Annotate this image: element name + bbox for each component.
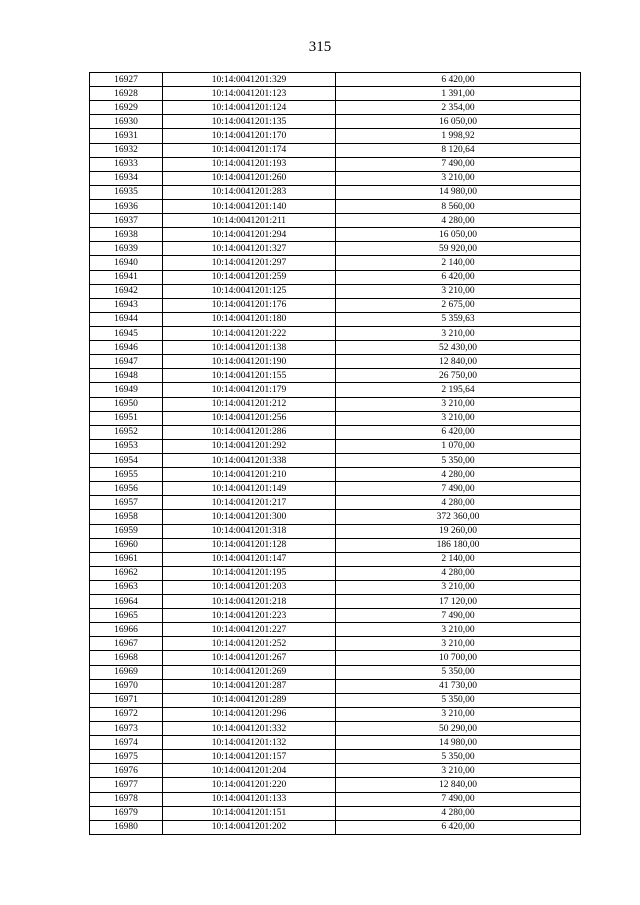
- cadastral-number-cell: 10:14:0041201:269: [163, 665, 336, 679]
- row-number-cell: 16949: [90, 383, 163, 397]
- table-row: [90, 538, 581, 552]
- cadastral-number-cell: 10:14:0041201:292: [163, 439, 336, 453]
- table-row: [90, 326, 581, 340]
- row-number-cell: 16961: [90, 552, 163, 566]
- cadastral-number-cell: 10:14:0041201:300: [163, 510, 336, 524]
- value-cell: 1 391,00: [336, 87, 581, 101]
- table-row: [90, 87, 581, 101]
- row-number-cell: 16977: [90, 778, 163, 792]
- cadastral-number-cell: 10:14:0041201:220: [163, 778, 336, 792]
- row-number-cell: 16955: [90, 468, 163, 482]
- table-row: [90, 566, 581, 580]
- row-number-cell: 16931: [90, 129, 163, 143]
- value-cell: 8 120,64: [336, 143, 581, 157]
- row-number-cell: 16927: [90, 73, 163, 87]
- cadastral-number-cell: 10:14:0041201:287: [163, 679, 336, 693]
- row-number-cell: 16953: [90, 439, 163, 453]
- cadastral-number-cell: 10:14:0041201:256: [163, 411, 336, 425]
- table-row: [90, 707, 581, 721]
- value-cell: 4 280,00: [336, 566, 581, 580]
- table-row: [90, 439, 581, 453]
- row-number-cell: 16945: [90, 326, 163, 340]
- table-row: [90, 552, 581, 566]
- table-row: [90, 736, 581, 750]
- table-row: [90, 143, 581, 157]
- table-row: [90, 764, 581, 778]
- cadastral-number-cell: 10:14:0041201:202: [163, 820, 336, 834]
- row-number-cell: 16935: [90, 185, 163, 199]
- cadastral-number-cell: 10:14:0041201:318: [163, 524, 336, 538]
- table-row: [90, 298, 581, 312]
- cadastral-number-cell: 10:14:0041201:327: [163, 242, 336, 256]
- table-row: [90, 129, 581, 143]
- row-number-cell: 16934: [90, 171, 163, 185]
- cadastral-number-cell: 10:14:0041201:294: [163, 228, 336, 242]
- value-cell: 2 140,00: [336, 552, 581, 566]
- value-cell: 12 840,00: [336, 778, 581, 792]
- table-row: [90, 623, 581, 637]
- value-cell: 16 050,00: [336, 115, 581, 129]
- table-row: [90, 510, 581, 524]
- table-row: [90, 453, 581, 467]
- value-cell: 5 350,00: [336, 665, 581, 679]
- table-row: [90, 665, 581, 679]
- table-row: [90, 101, 581, 115]
- table-body: [90, 73, 581, 835]
- row-number-cell: 16930: [90, 115, 163, 129]
- row-number-cell: 16960: [90, 538, 163, 552]
- value-cell: 1 998,92: [336, 129, 581, 143]
- table-row: [90, 637, 581, 651]
- row-number-cell: 16964: [90, 595, 163, 609]
- cadastral-number-cell: 10:14:0041201:123: [163, 87, 336, 101]
- row-number-cell: 16944: [90, 312, 163, 326]
- table-row: [90, 425, 581, 439]
- table-row: [90, 185, 581, 199]
- table-row: [90, 792, 581, 806]
- value-cell: 2 140,00: [336, 256, 581, 270]
- value-cell: 4 280,00: [336, 496, 581, 510]
- table-row: [90, 820, 581, 834]
- row-number-cell: 16958: [90, 510, 163, 524]
- value-cell: 12 840,00: [336, 355, 581, 369]
- value-cell: 41 730,00: [336, 679, 581, 693]
- row-number-cell: 16969: [90, 665, 163, 679]
- cadastral-number-cell: 10:14:0041201:260: [163, 171, 336, 185]
- row-number-cell: 16946: [90, 341, 163, 355]
- value-cell: 2 195,64: [336, 383, 581, 397]
- value-cell: 3 210,00: [336, 580, 581, 594]
- row-number-cell: 16965: [90, 609, 163, 623]
- value-cell: 5 359,63: [336, 312, 581, 326]
- value-cell: 14 980,00: [336, 736, 581, 750]
- value-cell: 3 210,00: [336, 326, 581, 340]
- cadastral-number-cell: 10:14:0041201:267: [163, 651, 336, 665]
- row-number-cell: 16952: [90, 425, 163, 439]
- table-row: [90, 679, 581, 693]
- table-row: [90, 214, 581, 228]
- cadastral-number-cell: 10:14:0041201:259: [163, 270, 336, 284]
- row-number-cell: 16933: [90, 157, 163, 171]
- cadastral-number-cell: 10:14:0041201:157: [163, 750, 336, 764]
- row-number-cell: 16976: [90, 764, 163, 778]
- cadastral-value-table: [89, 72, 581, 835]
- cadastral-number-cell: 10:14:0041201:128: [163, 538, 336, 552]
- cadastral-number-cell: 10:14:0041201:151: [163, 806, 336, 820]
- row-number-cell: 16966: [90, 623, 163, 637]
- cadastral-number-cell: 10:14:0041201:227: [163, 623, 336, 637]
- value-cell: 2 354,00: [336, 101, 581, 115]
- cadastral-number-cell: 10:14:0041201:297: [163, 256, 336, 270]
- value-cell: 26 750,00: [336, 369, 581, 383]
- cadastral-number-cell: 10:14:0041201:170: [163, 129, 336, 143]
- value-cell: 16 050,00: [336, 228, 581, 242]
- table-row: [90, 383, 581, 397]
- value-cell: 52 430,00: [336, 341, 581, 355]
- cadastral-number-cell: 10:14:0041201:296: [163, 707, 336, 721]
- value-cell: 6 420,00: [336, 270, 581, 284]
- table-row: [90, 468, 581, 482]
- cadastral-number-cell: 10:14:0041201:203: [163, 580, 336, 594]
- cadastral-number-cell: 10:14:0041201:190: [163, 355, 336, 369]
- value-cell: 3 210,00: [336, 764, 581, 778]
- table-row: [90, 397, 581, 411]
- cadastral-number-cell: 10:14:0041201:125: [163, 284, 336, 298]
- table-row: [90, 609, 581, 623]
- value-cell: 5 350,00: [336, 693, 581, 707]
- value-cell: 7 490,00: [336, 482, 581, 496]
- value-cell: 6 420,00: [336, 73, 581, 87]
- table-row: [90, 580, 581, 594]
- cadastral-number-cell: 10:14:0041201:155: [163, 369, 336, 383]
- table-row: [90, 270, 581, 284]
- table-row: [90, 256, 581, 270]
- value-cell: 5 350,00: [336, 453, 581, 467]
- value-cell: 19 260,00: [336, 524, 581, 538]
- value-cell: 6 420,00: [336, 820, 581, 834]
- row-number-cell: 16970: [90, 679, 163, 693]
- cadastral-number-cell: 10:14:0041201:133: [163, 792, 336, 806]
- value-cell: 5 350,00: [336, 750, 581, 764]
- table-row: [90, 778, 581, 792]
- row-number-cell: 16978: [90, 792, 163, 806]
- value-cell: 3 210,00: [336, 397, 581, 411]
- row-number-cell: 16929: [90, 101, 163, 115]
- table-row: [90, 115, 581, 129]
- value-cell: 50 290,00: [336, 722, 581, 736]
- cadastral-number-cell: 10:14:0041201:211: [163, 214, 336, 228]
- value-cell: 3 210,00: [336, 284, 581, 298]
- row-number-cell: 16971: [90, 693, 163, 707]
- row-number-cell: 16962: [90, 566, 163, 580]
- table-row: [90, 369, 581, 383]
- table-row: [90, 496, 581, 510]
- table-row: [90, 73, 581, 87]
- value-cell: 4 280,00: [336, 806, 581, 820]
- table-row: [90, 157, 581, 171]
- value-cell: 6 420,00: [336, 425, 581, 439]
- row-number-cell: 16974: [90, 736, 163, 750]
- value-cell: 3 210,00: [336, 623, 581, 637]
- row-number-cell: 16957: [90, 496, 163, 510]
- cadastral-number-cell: 10:14:0041201:283: [163, 185, 336, 199]
- row-number-cell: 16928: [90, 87, 163, 101]
- value-cell: 59 920,00: [336, 242, 581, 256]
- row-number-cell: 16968: [90, 651, 163, 665]
- value-cell: 3 210,00: [336, 411, 581, 425]
- row-number-cell: 16972: [90, 707, 163, 721]
- value-cell: 4 280,00: [336, 468, 581, 482]
- table-row: [90, 171, 581, 185]
- cadastral-number-cell: 10:14:0041201:286: [163, 425, 336, 439]
- table-row: [90, 312, 581, 326]
- cadastral-number-cell: 10:14:0041201:204: [163, 764, 336, 778]
- value-cell: 2 675,00: [336, 298, 581, 312]
- cadastral-number-cell: 10:14:0041201:338: [163, 453, 336, 467]
- table-row: [90, 595, 581, 609]
- cadastral-number-cell: 10:14:0041201:140: [163, 199, 336, 213]
- row-number-cell: 16963: [90, 580, 163, 594]
- row-number-cell: 16950: [90, 397, 163, 411]
- table-row: [90, 524, 581, 538]
- table-row: [90, 284, 581, 298]
- value-cell: 10 700,00: [336, 651, 581, 665]
- row-number-cell: 16979: [90, 806, 163, 820]
- row-number-cell: 16948: [90, 369, 163, 383]
- cadastral-number-cell: 10:14:0041201:332: [163, 722, 336, 736]
- page-number: 315: [308, 39, 332, 55]
- value-cell: 14 980,00: [336, 185, 581, 199]
- value-cell: 372 360,00: [336, 510, 581, 524]
- cadastral-number-cell: 10:14:0041201:289: [163, 693, 336, 707]
- row-number-cell: 16938: [90, 228, 163, 242]
- value-cell: 3 210,00: [336, 707, 581, 721]
- cadastral-number-cell: 10:14:0041201:147: [163, 552, 336, 566]
- cadastral-number-cell: 10:14:0041201:329: [163, 73, 336, 87]
- cadastral-number-cell: 10:14:0041201:124: [163, 101, 336, 115]
- cadastral-number-cell: 10:14:0041201:176: [163, 298, 336, 312]
- value-cell: 7 490,00: [336, 157, 581, 171]
- table-row: [90, 693, 581, 707]
- table-row: [90, 482, 581, 496]
- cadastral-number-cell: 10:14:0041201:223: [163, 609, 336, 623]
- table-row: [90, 355, 581, 369]
- table-row: [90, 341, 581, 355]
- row-number-cell: 16939: [90, 242, 163, 256]
- table-row: [90, 651, 581, 665]
- row-number-cell: 16959: [90, 524, 163, 538]
- cadastral-number-cell: 10:14:0041201:174: [163, 143, 336, 157]
- cadastral-number-cell: 10:14:0041201:218: [163, 595, 336, 609]
- row-number-cell: 16941: [90, 270, 163, 284]
- row-number-cell: 16973: [90, 722, 163, 736]
- table-row: [90, 750, 581, 764]
- table-row: [90, 228, 581, 242]
- table-row: [90, 722, 581, 736]
- cadastral-number-cell: 10:14:0041201:179: [163, 383, 336, 397]
- row-number-cell: 16942: [90, 284, 163, 298]
- cadastral-number-cell: 10:14:0041201:252: [163, 637, 336, 651]
- row-number-cell: 16937: [90, 214, 163, 228]
- cadastral-number-cell: 10:14:0041201:195: [163, 566, 336, 580]
- row-number-cell: 16943: [90, 298, 163, 312]
- row-number-cell: 16980: [90, 820, 163, 834]
- cadastral-number-cell: 10:14:0041201:217: [163, 496, 336, 510]
- row-number-cell: 16967: [90, 637, 163, 651]
- row-number-cell: 16932: [90, 143, 163, 157]
- table-row: [90, 199, 581, 213]
- value-cell: 3 210,00: [336, 171, 581, 185]
- value-cell: 8 560,00: [336, 199, 581, 213]
- cadastral-table-container: [89, 72, 580, 835]
- row-number-cell: 16940: [90, 256, 163, 270]
- cadastral-number-cell: 10:14:0041201:138: [163, 341, 336, 355]
- cadastral-number-cell: 10:14:0041201:193: [163, 157, 336, 171]
- value-cell: 186 180,00: [336, 538, 581, 552]
- row-number-cell: 16954: [90, 453, 163, 467]
- value-cell: 17 120,00: [336, 595, 581, 609]
- table-row: [90, 806, 581, 820]
- cadastral-number-cell: 10:14:0041201:210: [163, 468, 336, 482]
- value-cell: 3 210,00: [336, 637, 581, 651]
- cadastral-number-cell: 10:14:0041201:149: [163, 482, 336, 496]
- value-cell: 1 070,00: [336, 439, 581, 453]
- table-row: [90, 411, 581, 425]
- cadastral-number-cell: 10:14:0041201:212: [163, 397, 336, 411]
- row-number-cell: 16956: [90, 482, 163, 496]
- row-number-cell: 16936: [90, 199, 163, 213]
- value-cell: 7 490,00: [336, 792, 581, 806]
- cadastral-number-cell: 10:14:0041201:132: [163, 736, 336, 750]
- row-number-cell: 16947: [90, 355, 163, 369]
- table-row: [90, 242, 581, 256]
- cadastral-number-cell: 10:14:0041201:180: [163, 312, 336, 326]
- row-number-cell: 16975: [90, 750, 163, 764]
- value-cell: 7 490,00: [336, 609, 581, 623]
- value-cell: 4 280,00: [336, 214, 581, 228]
- cadastral-number-cell: 10:14:0041201:222: [163, 326, 336, 340]
- cadastral-number-cell: 10:14:0041201:135: [163, 115, 336, 129]
- row-number-cell: 16951: [90, 411, 163, 425]
